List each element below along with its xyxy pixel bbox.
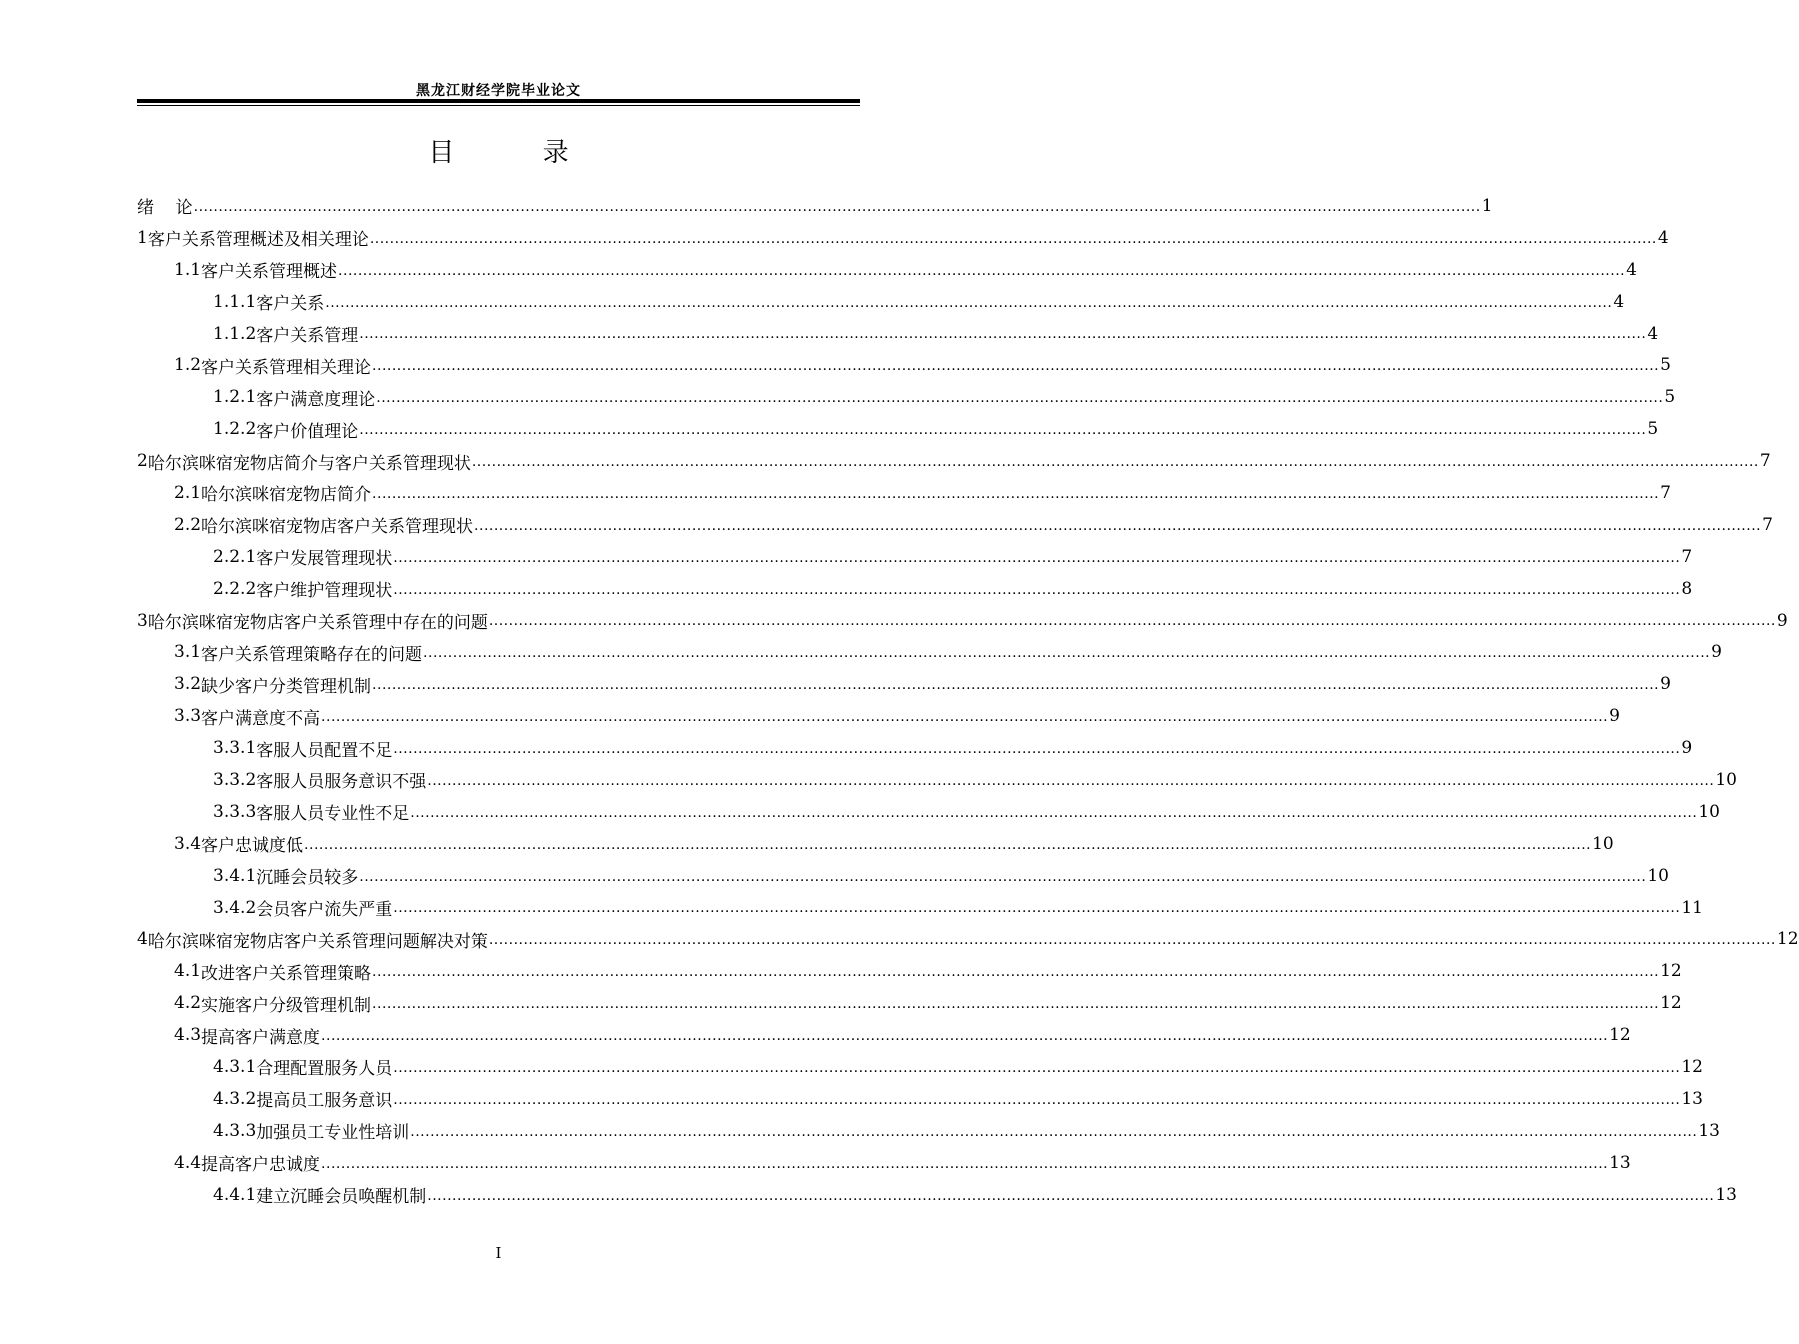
toc-leader-dots: .................................................................................................................................................................................................................................................................... (321, 1028, 1609, 1045)
toc-leader-dots: .................................................................................................................................................................................................................................................................... (372, 964, 1660, 981)
toc-leader-dots: .................................................................................................................................................................................................................................................................... (372, 677, 1660, 694)
toc-entry-page: 5 (1664, 387, 1676, 408)
toc-entry-page: 9 (1711, 642, 1722, 663)
toc-entry-title: 哈尔滨咪宿宠物店客户关系管理问题解决对策 (147, 931, 488, 952)
toc-leader-dots: .................................................................................................................................................................................................................................................................... (359, 422, 1647, 439)
toc-leader-dots: .................................................................................................................................................................................................................................................................... (321, 1155, 1609, 1172)
page-title: 目 录 (428, 138, 609, 168)
toc-entry-title: 改进客户关系管理策略 (201, 963, 372, 984)
toc-leader-dots: .................................................................................................................................................................................................................................................................... (393, 1059, 1681, 1076)
toc-entry-number: 3.3.3 (213, 801, 257, 822)
toc-entry[interactable] (137, 668, 1671, 700)
toc-entry[interactable] (137, 923, 1799, 955)
toc-leader-dots: .................................................................................................................................................................................................................................................................... (359, 326, 1647, 343)
toc-leader-dots: .................................................................................................................................................................................................................................................................... (393, 741, 1681, 758)
toc-entry-page: 9 (1776, 610, 1788, 631)
header-rule-thick (137, 99, 860, 103)
toc-entry-number: 4.3.1 (213, 1056, 257, 1077)
toc-leader-dots: .................................................................................................................................................................................................................................................................... (393, 1091, 1681, 1108)
toc-entry[interactable] (137, 764, 1737, 796)
toc-entry-number: 3.2 (174, 674, 202, 695)
toc-entry[interactable] (137, 860, 1669, 892)
toc-entry[interactable] (137, 1179, 1737, 1211)
toc-leader-dots: .................................................................................................................................................................................................................................................................... (427, 772, 1715, 789)
toc-leader-dots: .................................................................................................................................................................................................................................................................... (488, 613, 1776, 630)
toc-entry-page: 5 (1647, 419, 1659, 440)
toc-entry-title: 客户关系管理策略存在的问题 (201, 644, 423, 665)
toc-entry-page: 12 (1660, 961, 1682, 982)
toc-entry-title: 合理配置服务人员 (256, 1059, 393, 1080)
toc-entry-page: 4 (1647, 323, 1659, 344)
toc-entry-title: 会员客户流失严重 (256, 900, 393, 921)
toc-entry-title: 客服人员专业性不足 (256, 804, 410, 825)
toc-entry-title: 建立沉睡会员唤醒机制 (256, 1187, 427, 1208)
toc-leader-dots: .................................................................................................................................................................................................................................................................... (393, 900, 1681, 917)
toc-entry-page: 5 (1660, 355, 1671, 376)
toc-entry-title: 客户关系管理概述及相关理论 (147, 230, 369, 251)
toc-entry[interactable] (137, 987, 1682, 1019)
toc-entry[interactable] (137, 1019, 1631, 1051)
toc-entry[interactable] (137, 254, 1637, 286)
toc-leader-dots: .................................................................................................................................................................................................................................................................... (372, 485, 1660, 502)
running-header: 黑龙江财经学院毕业论文 (416, 83, 581, 99)
toc-leader-dots: .................................................................................................................................................................................................................................................................... (325, 294, 1613, 311)
toc-entry[interactable] (137, 413, 1659, 445)
toc-entry-number: 3.4 (174, 833, 202, 854)
toc-leader-dots: .................................................................................................................................................................................................................................................................... (338, 262, 1626, 279)
toc-entry-number: 绪 论 (137, 198, 193, 219)
toc-entry-title: 客户关系管理相关理论 (201, 357, 372, 378)
toc-entry-title: 哈尔滨咪宿宠物店简介 (201, 485, 372, 506)
toc-entry-number: 1 (137, 227, 148, 248)
toc-leader-dots: .................................................................................................................................................................................................................................................................... (321, 709, 1609, 726)
toc-entry-page: 7 (1660, 482, 1671, 503)
toc-entry-number: 3.3 (174, 706, 202, 727)
toc-entry-page: 11 (1681, 897, 1703, 918)
toc-entry-title: 哈尔滨咪宿宠物店客户关系管理现状 (201, 517, 474, 538)
toc-entry-page: 4 (1657, 227, 1669, 248)
toc-entry-number: 1.1.2 (213, 323, 257, 344)
toc-entry-page: 13 (1681, 1088, 1703, 1109)
toc-entry[interactable] (137, 318, 1659, 350)
toc-entry-title: 客户关系管理概述 (201, 262, 338, 283)
toc-entry[interactable] (137, 349, 1671, 381)
toc-entry-page: 10 (1592, 833, 1614, 854)
toc-entry-page: 9 (1609, 706, 1620, 727)
toc-entry-title: 客户发展管理现状 (256, 549, 393, 570)
toc-entry-page: 12 (1776, 929, 1799, 950)
toc-entry-number: 4.4.1 (213, 1184, 257, 1205)
toc-leader-dots: .................................................................................................................................................................................................................................................................... (393, 581, 1681, 598)
toc-entry-number: 4.3.3 (213, 1120, 257, 1141)
toc-entry[interactable] (137, 796, 1720, 828)
toc-entry-title: 沉睡会员较多 (256, 868, 359, 889)
toc-entry-number: 4.1 (174, 961, 202, 982)
toc-entry-title: 哈尔滨咪宿宠物店简介与客户关系管理现状 (147, 453, 471, 474)
toc-entry[interactable] (137, 955, 1682, 987)
toc-entry[interactable] (137, 573, 1693, 605)
table-of-contents (137, 190, 1799, 1211)
toc-entry-number: 4.3.2 (213, 1088, 257, 1109)
toc-entry-page: 9 (1660, 674, 1671, 695)
toc-leader-dots: .................................................................................................................................................................................................................................................................... (193, 198, 1481, 215)
toc-entry-title: 提高客户忠诚度 (201, 1155, 321, 1176)
toc-entry[interactable] (137, 222, 1669, 254)
toc-entry[interactable] (137, 828, 1614, 860)
toc-entry-page: 7 (1759, 451, 1771, 472)
toc-entry-number: 2.2.2 (213, 578, 257, 599)
toc-leader-dots: .................................................................................................................................................................................................................................................................... (410, 804, 1698, 821)
toc-entry-title: 客户忠诚度低 (201, 836, 304, 857)
toc-entry-number: 3.4.1 (213, 865, 257, 886)
toc-entry[interactable] (137, 541, 1693, 573)
toc-entry-page: 7 (1762, 514, 1773, 535)
toc-entry-page: 4 (1626, 259, 1637, 280)
toc-entry-page: 7 (1681, 546, 1693, 567)
toc-entry-number: 3 (137, 610, 148, 631)
toc-entry-number: 4 (137, 929, 148, 950)
toc-entry-number: 3.4.2 (213, 897, 257, 918)
toc-entry-page: 1 (1481, 195, 1493, 216)
toc-entry-title: 客户维护管理现状 (256, 581, 393, 602)
toc-entry[interactable] (137, 1147, 1631, 1179)
toc-entry-number: 1.2.1 (213, 387, 257, 408)
toc-entry-title: 加强员工专业性培训 (256, 1123, 410, 1144)
toc-entry-title: 哈尔滨咪宿宠物店客户关系管理中存在的问题 (147, 613, 488, 634)
toc-entry-title: 客服人员服务意识不强 (256, 772, 427, 793)
toc-entry-title: 客户关系 (256, 294, 325, 315)
toc-entry-number: 2 (137, 451, 148, 472)
toc-leader-dots: .................................................................................................................................................................................................................................................................... (359, 868, 1647, 885)
toc-entry[interactable] (137, 1115, 1720, 1147)
toc-entry-number: 1.2 (174, 355, 202, 376)
toc-entry-number: 3.3.1 (213, 738, 257, 759)
toc-entry[interactable] (137, 477, 1671, 509)
toc-entry-title: 提高员工服务意识 (256, 1091, 393, 1112)
toc-entry-page: 12 (1609, 1025, 1631, 1046)
toc-entry[interactable] (137, 700, 1620, 732)
toc-leader-dots: .................................................................................................................................................................................................................................................................... (474, 517, 1762, 534)
toc-entry-number: 1.2.2 (213, 419, 257, 440)
toc-leader-dots: .................................................................................................................................................................................................................................................................... (427, 1187, 1715, 1204)
toc-leader-dots: .................................................................................................................................................................................................................................................................... (393, 549, 1681, 566)
toc-entry-title: 客服人员配置不足 (256, 740, 393, 761)
toc-entry-number: 3.3.2 (213, 769, 257, 790)
toc-entry-title: 提高客户满意度 (201, 1027, 321, 1048)
toc-leader-dots: .................................................................................................................................................................................................................................................................... (369, 230, 1657, 247)
toc-leader-dots: .................................................................................................................................................................................................................................................................... (376, 390, 1664, 407)
toc-leader-dots: .................................................................................................................................................................................................................................................................... (410, 1123, 1698, 1140)
toc-entry-title: 客户价值理论 (256, 421, 359, 442)
toc-leader-dots: .................................................................................................................................................................................................................................................................... (423, 645, 1711, 662)
toc-entry[interactable] (137, 605, 1788, 637)
toc-entry-number: 1.1.1 (213, 291, 257, 312)
toc-entry[interactable] (137, 892, 1703, 924)
toc-entry-number: 2.1 (174, 482, 202, 503)
toc-entry-number: 4.4 (174, 1152, 202, 1173)
toc-entry-page: 13 (1715, 1184, 1737, 1205)
toc-entry-page: 13 (1609, 1152, 1631, 1173)
toc-entry-page: 12 (1681, 1056, 1703, 1077)
toc-leader-dots: .................................................................................................................................................................................................................................................................... (372, 358, 1660, 375)
toc-entry-number: 3.1 (174, 642, 202, 663)
toc-entry-page: 12 (1660, 993, 1682, 1014)
toc-entry-page: 8 (1681, 578, 1693, 599)
toc-leader-dots: .................................................................................................................................................................................................................................................................... (471, 454, 1759, 471)
toc-entry[interactable] (137, 286, 1625, 318)
toc-entry-number: 1.1 (174, 259, 202, 280)
toc-entry-title: 客户关系管理 (256, 326, 359, 346)
toc-entry-page: 10 (1715, 769, 1737, 790)
toc-entry-title: 客户满意度不高 (201, 708, 321, 729)
toc-entry[interactable] (137, 381, 1676, 413)
toc-entry-number: 2.2 (174, 514, 202, 535)
toc-entry-page: 9 (1681, 738, 1693, 759)
toc-entry[interactable] (137, 732, 1693, 764)
page-number: I (495, 1244, 502, 1262)
toc-entry-page: 10 (1647, 865, 1669, 886)
toc-leader-dots: .................................................................................................................................................................................................................................................................... (488, 932, 1776, 949)
header-rule-thin (137, 105, 860, 106)
toc-entry[interactable] (137, 636, 1722, 668)
toc-entry-page: 10 (1698, 801, 1720, 822)
toc-entry-page: 4 (1613, 291, 1625, 312)
toc-entry-title: 客户满意度理论 (256, 389, 376, 410)
toc-entry-number: 4.2 (174, 993, 202, 1014)
toc-entry[interactable] (137, 1083, 1703, 1115)
toc-leader-dots: .................................................................................................................................................................................................................................................................... (304, 836, 1592, 853)
toc-entry-number: 4.3 (174, 1025, 202, 1046)
toc-entry-title: 缺少客户分类管理机制 (201, 676, 372, 697)
toc-entry[interactable] (137, 445, 1771, 477)
toc-entry[interactable] (137, 190, 1493, 222)
toc-entry[interactable] (137, 509, 1773, 541)
toc-entry-page: 13 (1698, 1120, 1720, 1141)
toc-entry-title: 实施客户分级管理机制 (201, 995, 372, 1016)
toc-entry[interactable] (137, 1051, 1703, 1083)
toc-entry-number: 2.2.1 (213, 546, 257, 567)
toc-leader-dots: .................................................................................................................................................................................................................................................................... (372, 996, 1660, 1013)
